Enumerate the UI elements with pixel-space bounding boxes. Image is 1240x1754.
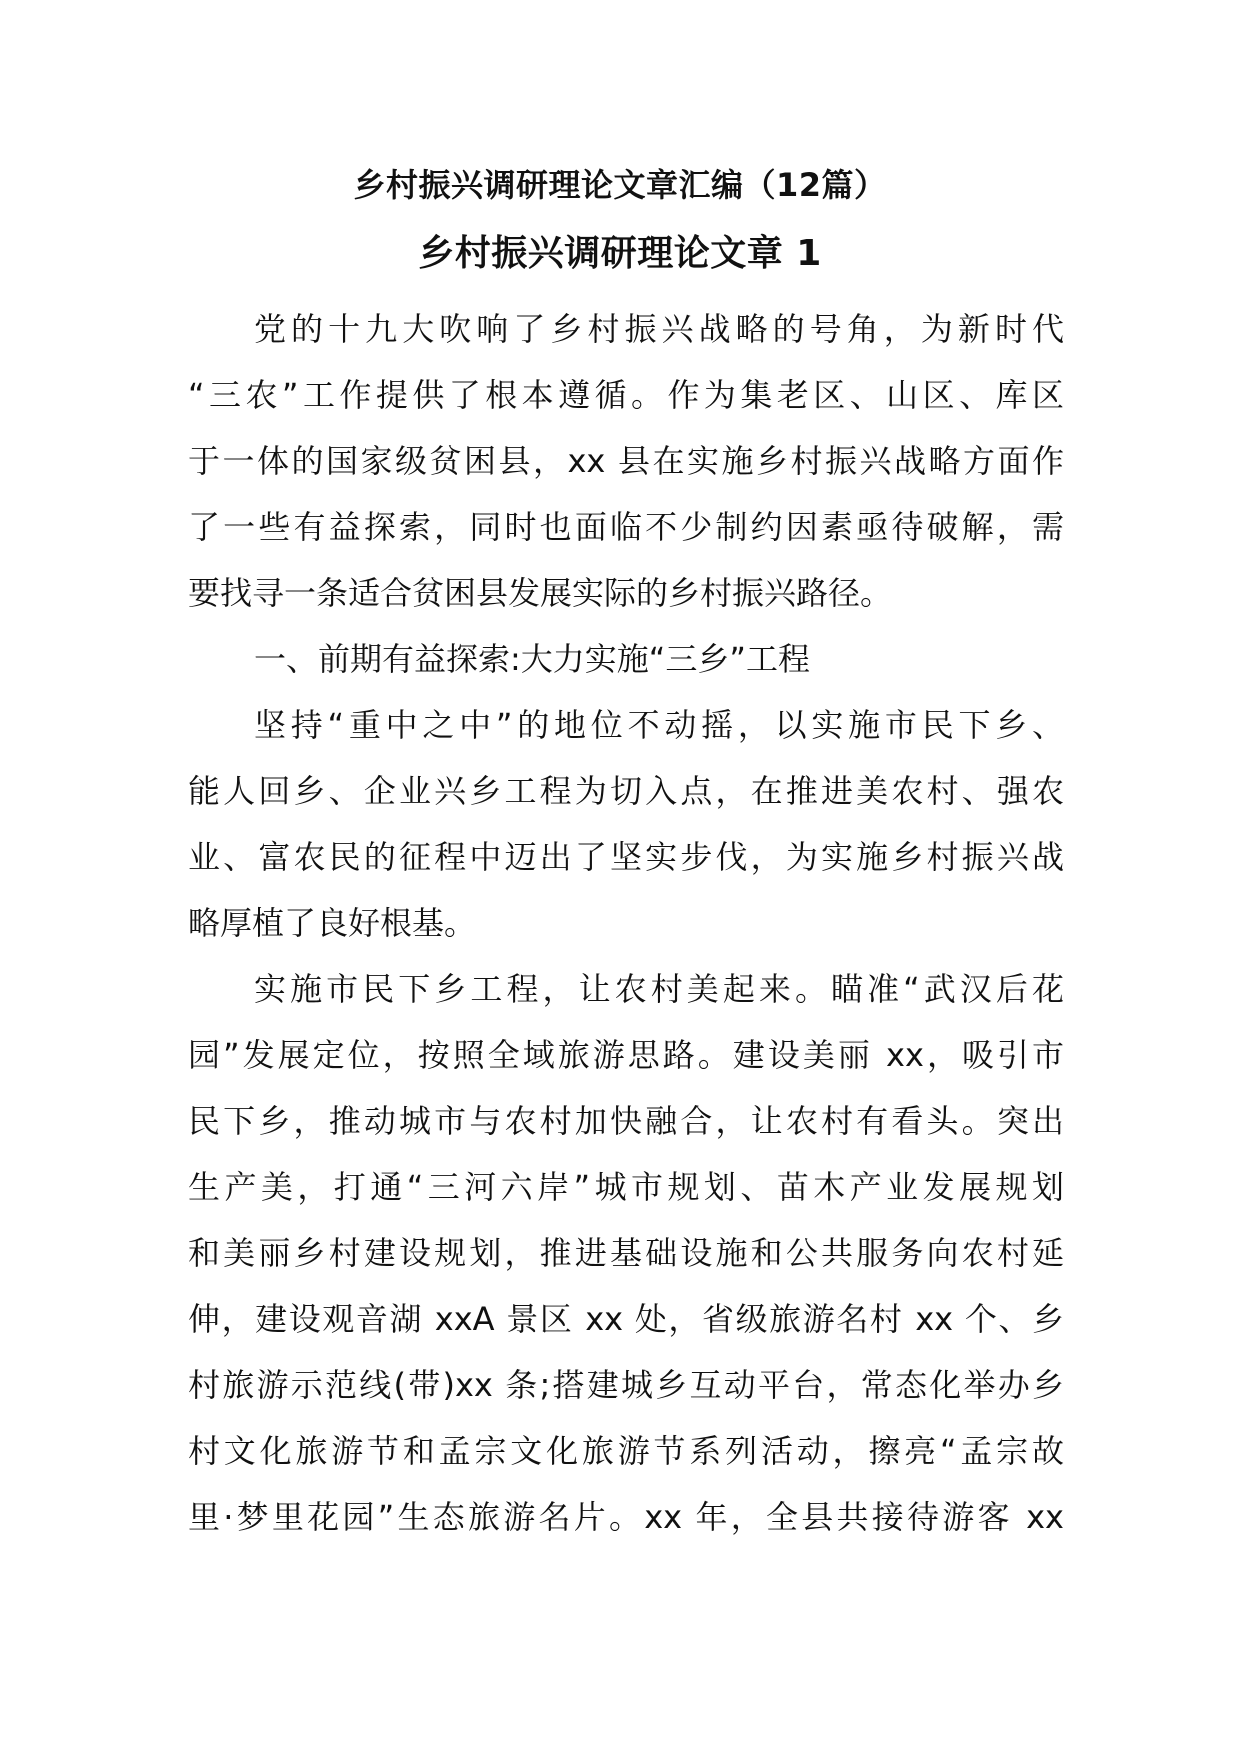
text-line: 一、前期有益探索:大力实施“三乡”工程 [254, 640, 810, 678]
text-line: “三农”工作提供了根本遵循。作为集老区、山区、库区 [188, 376, 1064, 414]
text-line: 实施市民下乡工程，让农村美起来。瞄准“武汉后花 [254, 970, 1064, 1008]
text-line: 生产美，打通“三河六岸”城市规划、苗木产业发展规划 [188, 1168, 1064, 1206]
text-line: 村文化旅游节和孟宗文化旅游节系列活动，擦亮“孟宗故 [188, 1432, 1064, 1470]
text-line: 园”发展定位，按照全域旅游思路。建设美丽 xx，吸引市 [188, 1036, 1064, 1074]
text-line: 能人回乡、企业兴乡工程为切入点，在推进美农村、强农 [188, 772, 1064, 810]
text-line: 和美丽乡村建设规划，推进基础设施和公共服务向农村延 [188, 1234, 1064, 1272]
article-body [188, 296, 1064, 1550]
text-line: 民下乡，推动城市与农村加快融合，让农村有看头。突出 [188, 1102, 1064, 1140]
text-line: 党的十九大吹响了乡村振兴战略的号角，为新时代 [254, 310, 1064, 348]
text-line: 要找寻一条适合贫困县发展实际的乡村振兴路径。 [188, 574, 893, 612]
text-line: 里·梦里花园”生态旅游名片。xx 年，全县共接待游客 xx [188, 1498, 1064, 1536]
text-line: 村旅游示范线(带)xx 条;搭建城乡互动平台，常态化举办乡 [188, 1366, 1064, 1404]
text-line: 于一体的国家级贫困县，xx 县在实施乡村振兴战略方面作 [188, 442, 1064, 480]
text-line: 业、富农民的征程中迈出了坚实步伐，为实施乡村振兴战 [188, 838, 1064, 876]
text-line: 坚持“重中之中”的地位不动摇，以实施市民下乡、 [254, 706, 1064, 744]
text-line: 了一些有益探索，同时也面临不少制约因素亟待破解，需 [188, 508, 1064, 546]
text-line: 伸，建设观音湖 xxA 景区 xx 处，省级旅游名村 xx 个、乡 [188, 1300, 1064, 1338]
document-title: 乡村振兴调研理论文章汇编（12篇） [353, 166, 887, 204]
article-heading: 乡村振兴调研理论文章 1 [418, 233, 822, 274]
text-line: 略厚植了良好根基。 [188, 904, 477, 942]
